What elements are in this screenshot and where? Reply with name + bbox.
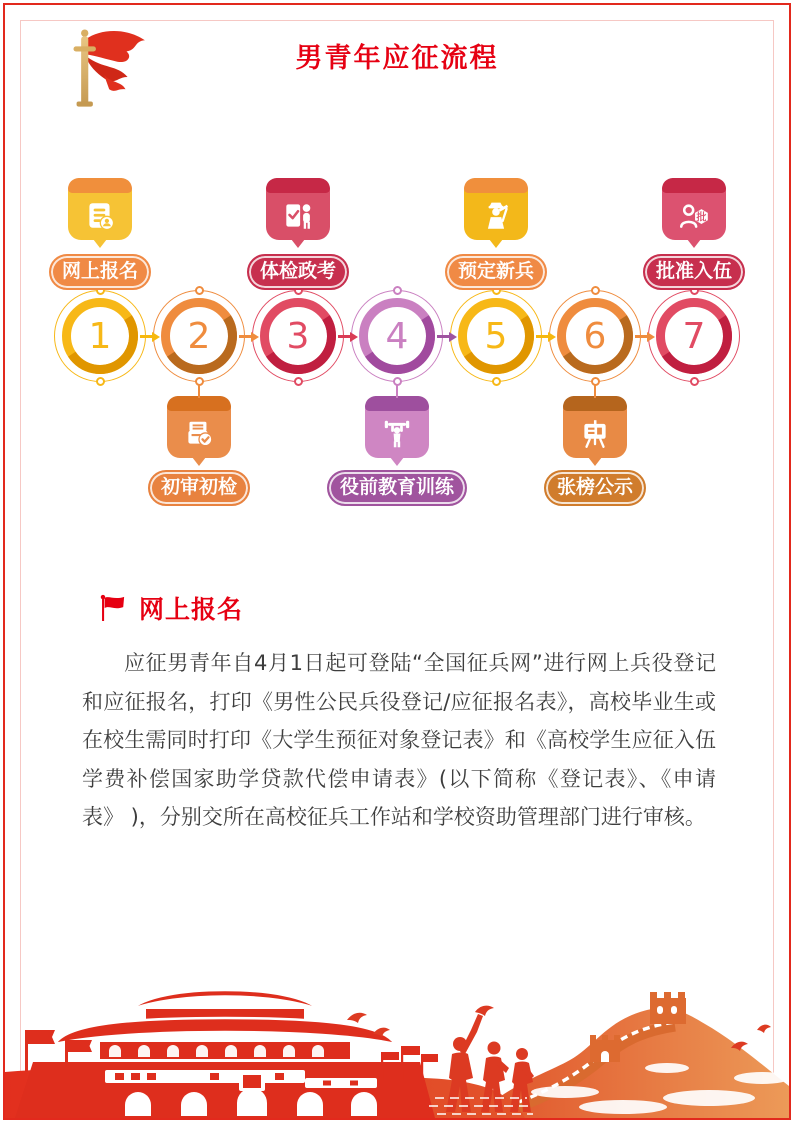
section-header [100, 590, 243, 626]
training-icon [365, 412, 429, 456]
flow-arrow-6-to-7 [635, 332, 656, 341]
step-label-pill: 初审初检 [148, 470, 250, 506]
circle-dot-top [591, 286, 600, 295]
circle-dot-bottom [591, 377, 600, 386]
arrow-head [350, 332, 358, 342]
step-bubble [563, 396, 627, 458]
circle-dot-bottom [195, 377, 204, 386]
step-bubble [464, 178, 528, 240]
circle-dot-bottom [96, 377, 105, 386]
circle-dot-bottom [492, 377, 501, 386]
red-flag-icon [100, 594, 126, 622]
step-label-pill: 役前教育训练 [327, 470, 467, 506]
flow-arrow-3-to-4 [338, 332, 359, 341]
flowchart [0, 170, 794, 505]
step-bubble [167, 396, 231, 458]
soldier-icon [464, 194, 528, 238]
step-number: 2 [187, 315, 211, 357]
page-title: 男青年应征流程 [295, 43, 499, 74]
svg-text:批: 批 [696, 212, 707, 224]
step-number: 3 [286, 315, 310, 357]
approve-icon [662, 194, 726, 238]
arrow-head [647, 332, 655, 342]
circle-dot-top [393, 286, 402, 295]
circle-dot-bottom [294, 377, 303, 386]
arrow-head [152, 332, 160, 342]
step-number: 7 [682, 315, 706, 357]
arrow-head [449, 332, 457, 342]
arrow-head [251, 332, 259, 342]
form-person-icon [68, 194, 132, 238]
circle-dot-bottom [393, 377, 402, 386]
flow-arrow-4-to-5 [437, 332, 458, 341]
footer-illustration [5, 986, 789, 1118]
flow-arrow-2-to-3 [239, 332, 260, 341]
step-number: 4 [385, 315, 409, 357]
step-bubble [266, 178, 330, 240]
step-number: 5 [484, 315, 508, 357]
step-label-pill: 网上报名 [49, 254, 151, 290]
clipboard-person-icon [266, 194, 330, 238]
step-bubble [365, 396, 429, 458]
footer-silhouette-art [5, 986, 789, 1118]
flow-arrow-5-to-6 [536, 332, 557, 341]
step-label-pill: 预定新兵 [445, 254, 547, 290]
step-circle [648, 290, 740, 382]
inbox-check-icon [167, 412, 231, 456]
step-bubble [662, 178, 726, 240]
step-label-pill: 张榜公示 [544, 470, 646, 506]
circle-dot-bottom [690, 377, 699, 386]
step-number: 1 [88, 315, 112, 357]
section-title: 网上报名 [139, 595, 244, 624]
board-icon [563, 412, 627, 456]
arrow-head [548, 332, 556, 342]
step-label-pill: 批准入伍 [643, 254, 745, 290]
step-bubble [68, 178, 132, 240]
circle-dot-top [195, 286, 204, 295]
flow-arrow-1-to-2 [140, 332, 161, 341]
step-number: 6 [583, 315, 607, 357]
section-paragraph: 应征男青年自4月1日起可登陆“全国征兵网”进行网上兵役登记和应征报名，打印《男性公民兵役登记/应征报名表》，高校毕业生或在校生需同时打印《大学生预征对象登记表》和《高校学生应征入伍学费补偿国家助学贷款代偿申请表》(以下简称《登记表》、《申请表》 )，分别交所在高校征兵工作站和学校资助管理部门进行审核。 [82, 651, 716, 829]
step-label-pill: 体检政考 [247, 254, 349, 290]
